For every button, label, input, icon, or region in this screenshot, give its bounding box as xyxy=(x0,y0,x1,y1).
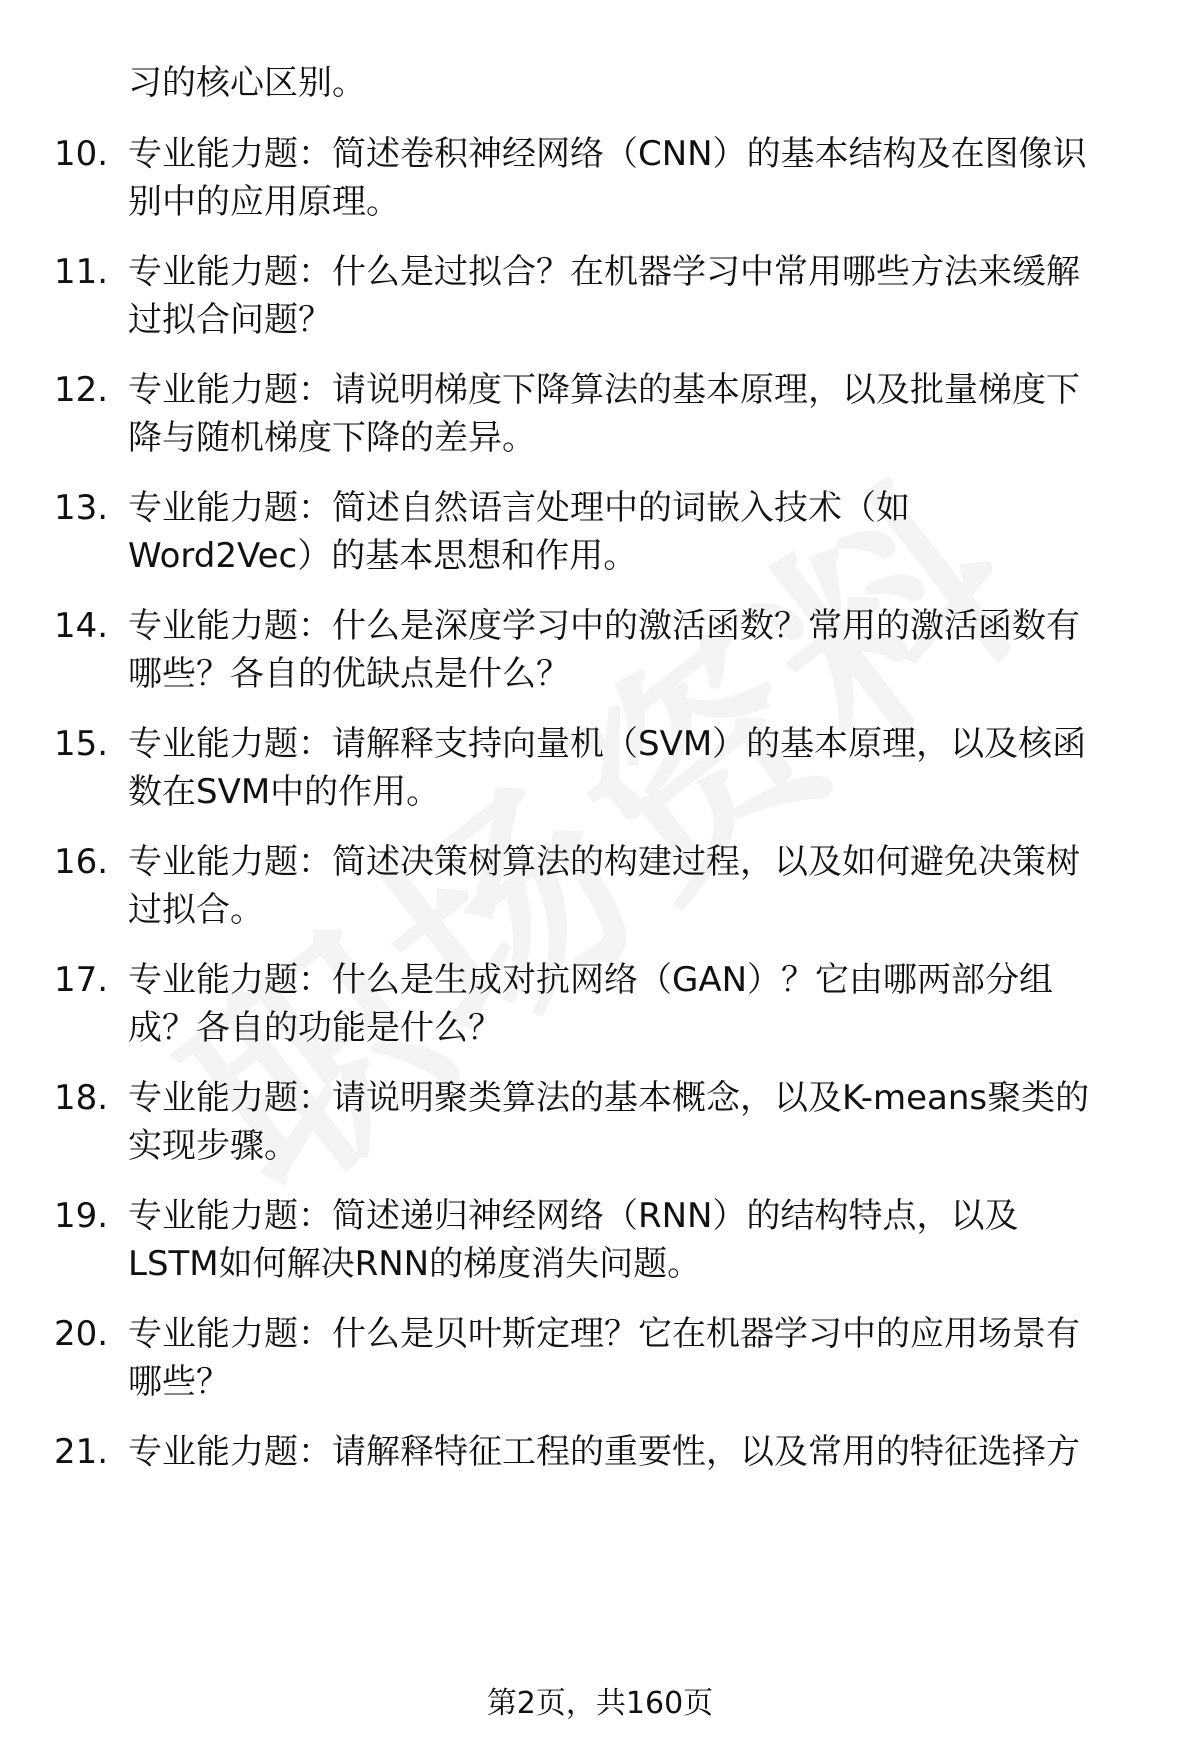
question-number: 17. xyxy=(54,960,109,1000)
question-text-line: 过拟合问题？ xyxy=(128,300,332,340)
question-number: 10. xyxy=(54,134,109,174)
question-number: 18. xyxy=(54,1078,109,1118)
page-footer: 第2页，共160页 xyxy=(486,1686,714,1721)
question-text-line: 专业能力题：简述递归神经网络（RNN）的结构特点，以及 xyxy=(128,1196,1019,1236)
question-text-line: 专业能力题：请解释支持向量机（SVM）的基本原理，以及核函 xyxy=(128,724,1087,764)
question-text-line: 专业能力题：什么是过拟合？在机器学习中常用哪些方法来缓解 xyxy=(128,252,1080,292)
continuation-text: 习的核心区别。 xyxy=(128,63,366,103)
question-text-line: 专业能力题：简述卷积神经网络（CNN）的基本结构及在图像识 xyxy=(128,134,1087,174)
question-number: 21. xyxy=(54,1432,109,1472)
question-text-line: 别中的应用原理。 xyxy=(128,182,400,222)
question-number: 15. xyxy=(54,724,109,764)
question-text-line: 专业能力题：请解释特征工程的重要性，以及常用的特征选择方 xyxy=(128,1432,1080,1472)
question-number: 11. xyxy=(54,252,109,292)
question-text-line: 专业能力题：请说明梯度下降算法的基本原理，以及批量梯度下 xyxy=(128,370,1080,410)
question-text-line: 专业能力题：什么是生成对抗网络（GAN）？它由哪两部分组 xyxy=(128,960,1054,1000)
question-number: 20. xyxy=(54,1314,109,1354)
question-number: 13. xyxy=(54,488,109,528)
question-number: 12. xyxy=(54,370,109,410)
question-text-line: 专业能力题：请说明聚类算法的基本概念，以及K-means聚类的 xyxy=(128,1078,1090,1118)
question-number: 14. xyxy=(54,606,109,646)
question-text-line: Word2Vec）的基本思想和作用。 xyxy=(128,536,638,576)
question-text-line: 专业能力题：简述自然语言处理中的词嵌入技术（如 xyxy=(128,488,910,528)
question-text-line: 专业能力题：什么是贝叶斯定理？它在机器学习中的应用场景有 xyxy=(128,1314,1080,1354)
question-text-line: 数在SVM中的作用。 xyxy=(128,772,441,812)
question-text-line: 成？各自的功能是什么？ xyxy=(128,1008,502,1048)
question-text-line: 专业能力题：什么是深度学习中的激活函数？常用的激活函数有 xyxy=(128,606,1080,646)
question-text-line: 降与随机梯度下降的差异。 xyxy=(128,418,536,458)
question-text-line: 专业能力题：简述决策树算法的构建过程，以及如何避免决策树 xyxy=(128,842,1080,882)
question-text-line: 哪些？各自的优缺点是什么？ xyxy=(128,654,570,694)
question-text-line: 哪些？ xyxy=(128,1362,230,1402)
question-text-line: 过拟合。 xyxy=(128,890,264,930)
question-number: 16. xyxy=(54,842,109,882)
question-number: 19. xyxy=(54,1196,109,1236)
question-text-line: 实现步骤。 xyxy=(128,1126,298,1166)
question-text-line: LSTM如何解决RNN的梯度消失问题。 xyxy=(128,1244,702,1284)
